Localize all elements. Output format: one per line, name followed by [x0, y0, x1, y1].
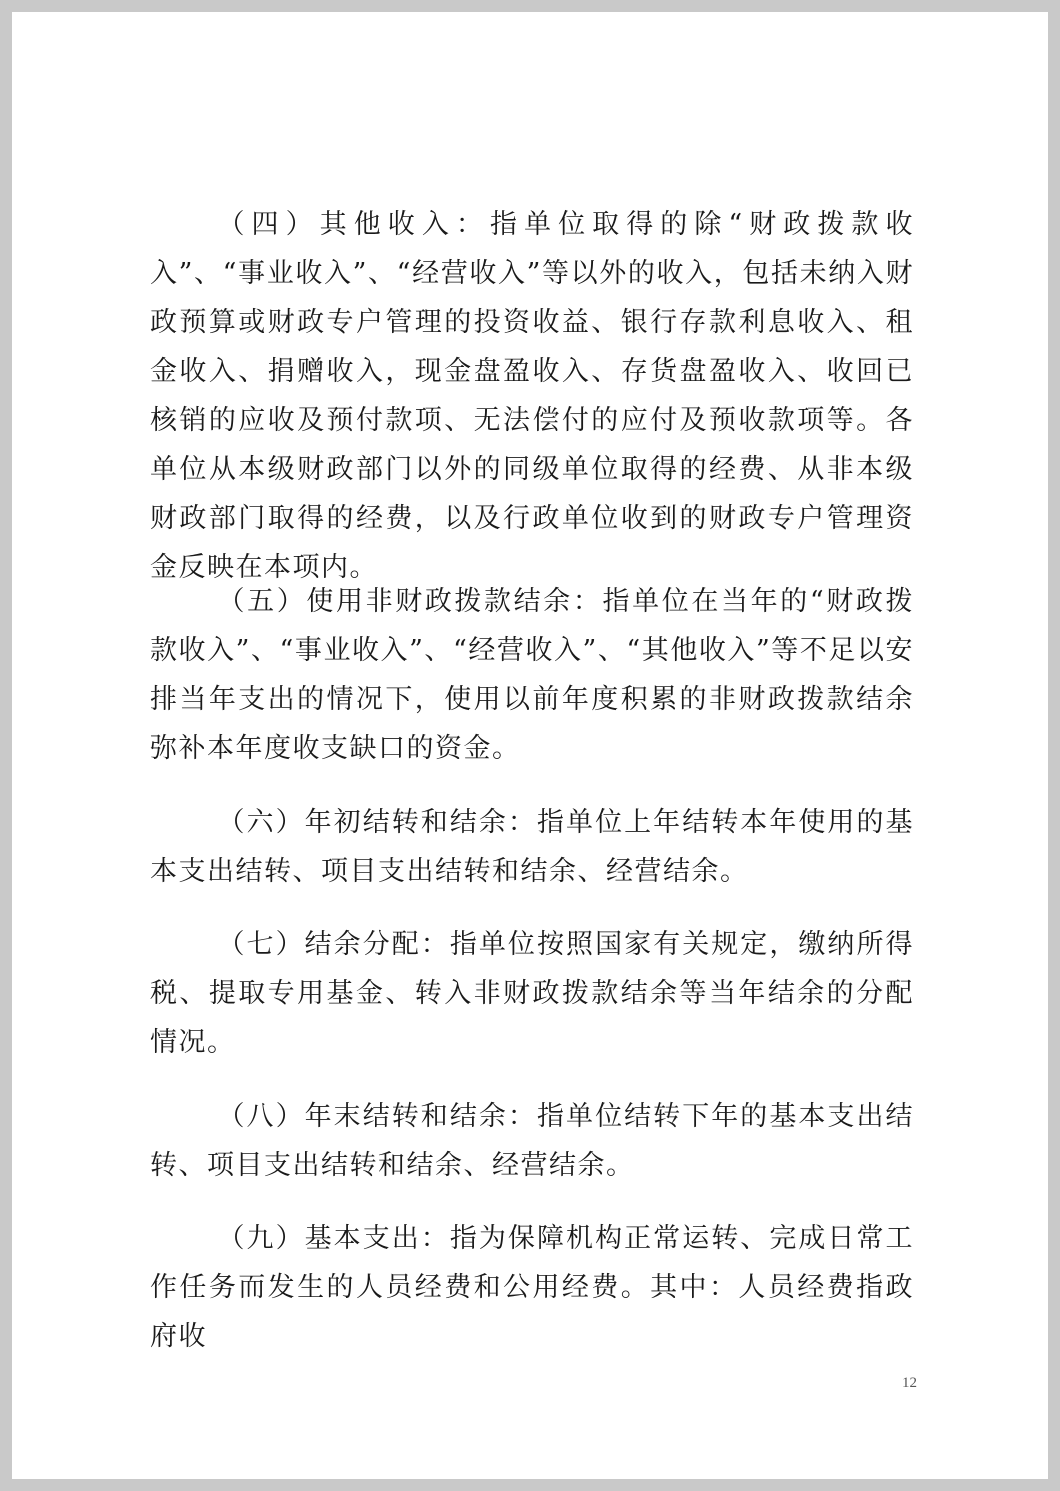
page-number: 12 — [902, 1375, 917, 1391]
paragraph-surplus-distribution: （七）结余分配：指单位按照国家有关规定，缴纳所得税、提取专用基金、转入非财政拨款结余等当年结余的分配情况。 — [150, 929, 914, 1058]
paragraph-non-fiscal-surplus: （五）使用非财政拨款结余：指单位在当年的“财政拨款收入”、“事业收入”、“经营收入”、“其他收入”等不足以安排当年支出的情况下，使用以前年度积累的非财政拨款结余弥补本年度收支缺口的资金。 — [150, 586, 914, 764]
paragraph-opening-carryover: （六）年初结转和结余：指单位上年结转本年使用的基本支出结转、项目支出结转和结余、经营结余。 — [150, 807, 914, 887]
paragraph-closing-carryover: （八）年末结转和结余：指单位结转下年的基本支出结转、项目支出结转和结余、经营结余。 — [150, 1101, 914, 1181]
paragraph-basic-expenditure: （九）基本支出：指为保障机构正常运转、完成日常工作任务而发生的人员经费和公用经费。其中：人员经费指政府收 — [150, 1223, 914, 1352]
document-page — [12, 12, 1048, 1479]
paragraph-other-income: （四）其他收入：指单位取得的除“财政拨款收入”、“事业收入”、“经营收入”等以外的收入，包括未纳入财政预算或财政专户管理的投资收益、银行存款利息收入、租金收入、捐赠收入，现金盘盈收入、存货盘盈收入、收回已核销的应收及预付款项、无法偿付的应付及预收款项等。各单位从本级财政部门以外的同级单位取得的经费、从非本级财政部门取得的经费，以及行政单位收到的财政专户管理资金反映在本项内。 — [150, 209, 914, 583]
